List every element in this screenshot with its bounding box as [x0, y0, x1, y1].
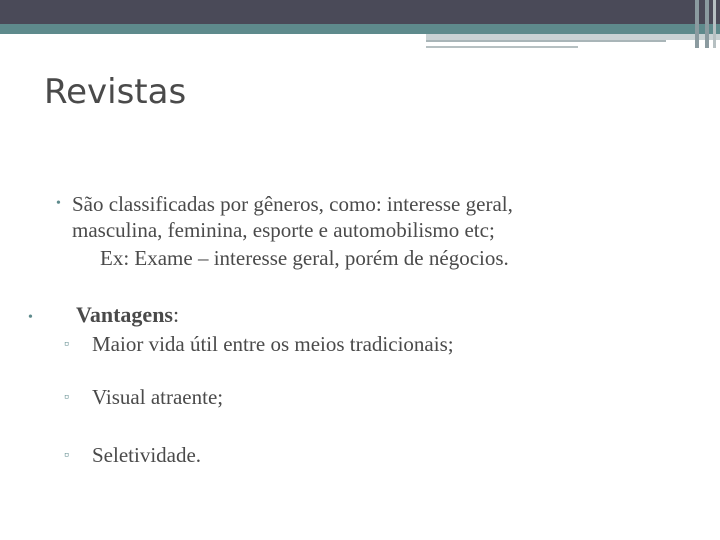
- point1-line2: masculina, feminina, esporte e automobilismo etc;: [72, 218, 495, 242]
- bullet-marker: •: [56, 196, 61, 211]
- vantagens-label: Vantagens: [76, 302, 173, 327]
- header-band-dark: [0, 0, 720, 24]
- point1-line3: Ex: Exame – interesse geral, porém de négocios.: [100, 246, 509, 270]
- header-decor-line: [426, 46, 578, 48]
- header-decor-bar: [705, 0, 709, 48]
- header-decor-bar: [713, 0, 716, 48]
- vantagens-colon: :: [173, 302, 180, 327]
- header-band-teal: [0, 24, 720, 34]
- vantagens-heading: [76, 301, 179, 329]
- sub-bullet-marker: ▫: [64, 448, 69, 463]
- sub-bullet-marker: ▫: [64, 337, 69, 352]
- sub-bullet-marker: ▫: [64, 390, 69, 405]
- header-decor-line: [426, 40, 666, 42]
- list-item: Maior vida útil entre os meios tradicionais;: [92, 332, 454, 356]
- bullet-marker: •: [28, 310, 33, 325]
- header-decor-bar: [695, 0, 699, 48]
- list-item: Seletividade.: [92, 443, 202, 467]
- list-item: Visual atraente;: [92, 385, 224, 409]
- slide-title: Revistas: [44, 72, 187, 112]
- point1-line1: São classificadas por gêneros, como: interesse geral,: [72, 192, 513, 216]
